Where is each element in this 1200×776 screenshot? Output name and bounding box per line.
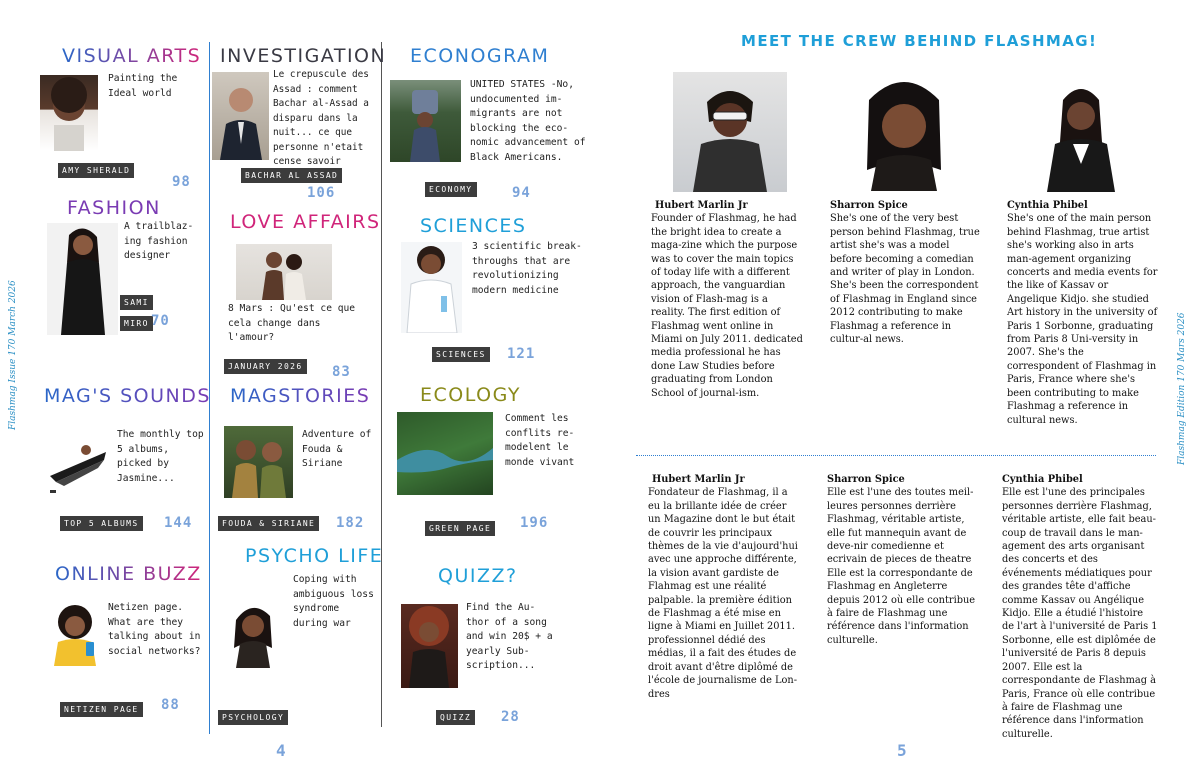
magstories-page-number[interactable]: 182 bbox=[336, 515, 365, 531]
portrait-icon bbox=[673, 72, 787, 192]
fashion-model-icon bbox=[47, 223, 118, 335]
bachar-al-assad-photo[interactable] bbox=[212, 72, 269, 160]
singer-icon bbox=[401, 604, 458, 688]
quizz-title[interactable]: QUIZZ? bbox=[438, 565, 518, 587]
psycho-life-title[interactable]: PSYCHO LIFE bbox=[245, 545, 384, 567]
portrait-icon bbox=[212, 72, 269, 160]
album-cover-icon bbox=[46, 432, 110, 496]
quizz-teaser: Find the Au-thor of a song and win 20$ + a yearly Sub-scription... bbox=[466, 602, 553, 671]
crew-en-3-bio: She's one of the main person behind Flashmag, true artist she's working also in arts man-agement organizing concerts and media events for the like of Kassav or Angelique Kidjo. she studied Art history in the university of Paris 1 Sorbonne, graduating from Paris 8 Uni-versity in 2007. She's the correspondent of Flashmag in Paris, France where she's been contributing to make Flashmag a reference in cultural news. bbox=[1007, 213, 1158, 426]
couple-icon bbox=[236, 244, 332, 300]
ecology-tag[interactable]: GREEN PAGE bbox=[425, 521, 495, 536]
online-buzz-photo[interactable] bbox=[48, 602, 102, 666]
fashion-tag-line1[interactable]: SAMI bbox=[120, 295, 153, 310]
econogram-page-number[interactable]: 94 bbox=[512, 185, 531, 201]
magstories-title[interactable]: MAGSTORIES bbox=[230, 385, 371, 407]
crew-fr-2-bio: Elle est l'une des toutes meil-leures personnes derrière Flashmag, véritable artiste, elle fut mannequin avant de deve-nir comedienne et ecrivain de pieces de theatre Elle est la correspondante de Flashmag en Angleterre depuis 2012 où elle contribue à faire de Flashmag une référence dans l'information culturelle. bbox=[827, 487, 976, 646]
left-page-number: 4 bbox=[276, 741, 287, 760]
sciences-tag[interactable]: SCIENCES bbox=[432, 347, 490, 362]
visual-arts-page-number[interactable]: 98 bbox=[172, 174, 191, 190]
econogram-title[interactable]: ECONOGRAM bbox=[410, 45, 550, 67]
sharron-spice-photo[interactable] bbox=[847, 70, 962, 191]
love-affairs-teaser: 8 Mars : Qu'est ce que cela change dans l'amour? bbox=[228, 303, 356, 343]
column-divider-2 bbox=[381, 42, 382, 727]
crew-en-3 bbox=[1007, 199, 1159, 427]
hubert-marlin-photo[interactable] bbox=[673, 72, 787, 192]
ecology-title[interactable]: ECOLOGY bbox=[420, 384, 521, 406]
sciences-page-number[interactable]: 121 bbox=[507, 346, 536, 362]
crew-fr-2-name: Sharron Spice bbox=[827, 474, 905, 485]
language-separator bbox=[636, 455, 1156, 456]
portrait-icon bbox=[40, 75, 98, 151]
netizen-icon bbox=[48, 602, 102, 666]
ecology-teaser: Comment les conflits re-modelent le monde vivant bbox=[505, 413, 575, 468]
online-buzz-page-number[interactable]: 88 bbox=[161, 697, 180, 713]
crew-fr-1 bbox=[648, 473, 800, 701]
online-buzz-tag[interactable]: NETIZEN PAGE bbox=[60, 702, 143, 717]
crew-fr-3-name: Cynthia Phibel bbox=[1002, 474, 1083, 485]
visual-arts-tag[interactable]: AMY SHERALD bbox=[58, 163, 134, 178]
thoughtful-woman-icon bbox=[222, 598, 284, 668]
online-buzz-title[interactable]: ONLINE BUZZ bbox=[55, 563, 202, 585]
fashion-photo[interactable] bbox=[47, 223, 118, 335]
visual-arts-teaser: Painting the Ideal world bbox=[108, 73, 178, 99]
sciences-title[interactable]: SCIENCES bbox=[420, 215, 527, 237]
crew-fr-3-bio: Elle est l'une des principales personnes derrière Flashmag, véritable artiste, elle fait beau-coup de travail dans le man-agement des arts organisant des concerts et des événements médiatiques pour des grandes tête d'affiche comme Kassav ou Angélique Kidjo. Elle a étudié l'histoire de l'art à l'université de Paris 1 Sorbonne, elle est diplômée de l'université de Paris 8 depuis 2007. Elle est la correspondante de Flashmag à Paris, France où elle contribue à faire de Flashmag une référence dans l'information culturelle. bbox=[1002, 487, 1158, 740]
psycho-life-teaser: Coping with ambiguous loss syndrome during war bbox=[293, 574, 374, 629]
investigation-tag[interactable]: BACHAR AL ASSAD bbox=[241, 168, 342, 183]
mags-sounds-album-art[interactable] bbox=[46, 432, 110, 496]
mags-sounds-teaser: The monthly top 5 albums, picked by Jasmine... bbox=[117, 429, 204, 484]
investigation-teaser: Le crepuscule des Assad : comment Bachar al-Assad a disparu dans la nuit... ce que personne n'etait cense savoir bbox=[273, 69, 369, 167]
crew-en-3-name: Cynthia Phibel bbox=[1007, 200, 1088, 211]
crew-en-2-bio: She's one of the very best person behind Flashmag, true artist she's was a model before becoming a comedian and writer of play in London. She's been the correspondent of Flashmag in England since 2012 contributing to make Flashmag a reference in cultur-al news. bbox=[830, 213, 980, 346]
crew-en-2 bbox=[830, 199, 980, 346]
fashion-tag-line2[interactable]: MIRO bbox=[120, 316, 153, 331]
quizz-tag[interactable]: QUIZZ bbox=[436, 710, 475, 725]
fashion-page-number[interactable]: 70 bbox=[151, 313, 170, 329]
right-page-number: 5 bbox=[897, 741, 908, 760]
psycho-life-tag[interactable]: PSYCHOLOGY bbox=[218, 710, 288, 725]
psycho-life-photo[interactable] bbox=[222, 598, 284, 668]
crew-fr-3 bbox=[1002, 473, 1158, 741]
story-characters-icon bbox=[224, 426, 293, 498]
investigation-page-number[interactable]: 106 bbox=[307, 185, 336, 201]
crew-heading: MEET THE CREW BEHIND FLASHMAG! bbox=[741, 32, 1098, 50]
ecology-page-number[interactable]: 196 bbox=[520, 515, 549, 531]
crew-fr-1-name: Hubert Marlin Jr bbox=[652, 474, 745, 485]
cynthia-phibel-photo[interactable] bbox=[1033, 72, 1129, 192]
portrait-icon bbox=[1033, 72, 1129, 192]
magstories-tag[interactable]: FOUDA & SIRIANE bbox=[218, 516, 319, 531]
sciences-teaser: 3 scientific break-throughs that are revolutionizing modern medicine bbox=[472, 241, 582, 296]
crew-en-2-name: Sharron Spice bbox=[830, 200, 908, 211]
econogram-tag[interactable]: ECONOMY bbox=[425, 182, 477, 197]
right-page bbox=[600, 0, 1200, 776]
econogram-teaser: UNITED STATES -No, undocumented im-migrants are not blocking the eco-nomic advancement of Black Americans. bbox=[470, 79, 586, 163]
quizz-page-number[interactable]: 28 bbox=[501, 709, 520, 725]
left-spine-text: Flashmag Issue 170 March 2026 bbox=[8, 280, 18, 430]
love-affairs-tag[interactable]: JANUARY 2026 bbox=[224, 359, 307, 374]
portrait-icon bbox=[847, 70, 962, 191]
right-spine-text: Flashmag Edition 170 Mars 2026 bbox=[1177, 312, 1187, 465]
fashion-title[interactable]: FASHION bbox=[67, 197, 161, 219]
fashion-teaser: A trailblaz-ing fashion designer bbox=[124, 221, 194, 261]
farm-worker-icon bbox=[390, 80, 461, 162]
econogram-photo[interactable] bbox=[390, 80, 461, 162]
sciences-photo[interactable] bbox=[401, 242, 462, 333]
crew-fr-2 bbox=[827, 473, 977, 647]
crew-en-1 bbox=[651, 199, 803, 400]
amy-sherald-photo[interactable] bbox=[40, 75, 98, 151]
crew-en-1-name: Hubert Marlin Jr bbox=[655, 200, 748, 211]
investigation-title[interactable]: INVESTIGATION bbox=[220, 45, 387, 67]
mags-sounds-page-number[interactable]: 144 bbox=[164, 515, 193, 531]
love-affairs-photo[interactable] bbox=[236, 244, 332, 300]
mags-sounds-tag[interactable]: TOP 5 ALBUMS bbox=[60, 516, 143, 531]
scientist-icon bbox=[401, 242, 462, 333]
crew-fr-1-bio: Fondateur de Flashmag, il a eu la brillante idée de créer un Magazine dont le but était de couvrir les principaux thèmes de la vie d'aujourd'hui avec une approche différente, la vision avant gardiste de Flahmag est une réalité palpable. la première édition de Flashmag a été mise en ligne à Miami en Juillet 2011. professionnel dédié des médias, il a fait des études de droit avant d'être diplômé de l'école de journalisme de Lon-dres bbox=[648, 487, 798, 700]
mags-sounds-title[interactable]: MAG'S SOUNDS bbox=[44, 385, 211, 407]
love-affairs-page-number[interactable]: 83 bbox=[332, 364, 351, 380]
magstories-teaser: Adventure of Fouda & Siriane bbox=[302, 429, 372, 469]
river-landscape-icon bbox=[397, 412, 493, 495]
love-affairs-title[interactable]: LOVE AFFAIRS bbox=[230, 211, 381, 233]
crew-en-1-bio: Founder of Flashmag, he had the bright idea to create a maga-zine which the purpose was to cover the main topics of today life with a different approach, the vanguardian vision of Flash-mag is a reality. The first edition of Flashmag went online in Miami on July 2011. dedicated media professional he has done Law Studies before graduating from London School of journal-ism. bbox=[651, 213, 803, 399]
quizz-photo[interactable] bbox=[401, 604, 458, 688]
magstories-illustration[interactable] bbox=[224, 426, 293, 498]
visual-arts-title[interactable]: VISUAL ARTS bbox=[62, 45, 202, 67]
online-buzz-teaser: Netizen page. What are they talking about in social networks? bbox=[108, 602, 201, 657]
ecology-photo[interactable] bbox=[397, 412, 493, 495]
